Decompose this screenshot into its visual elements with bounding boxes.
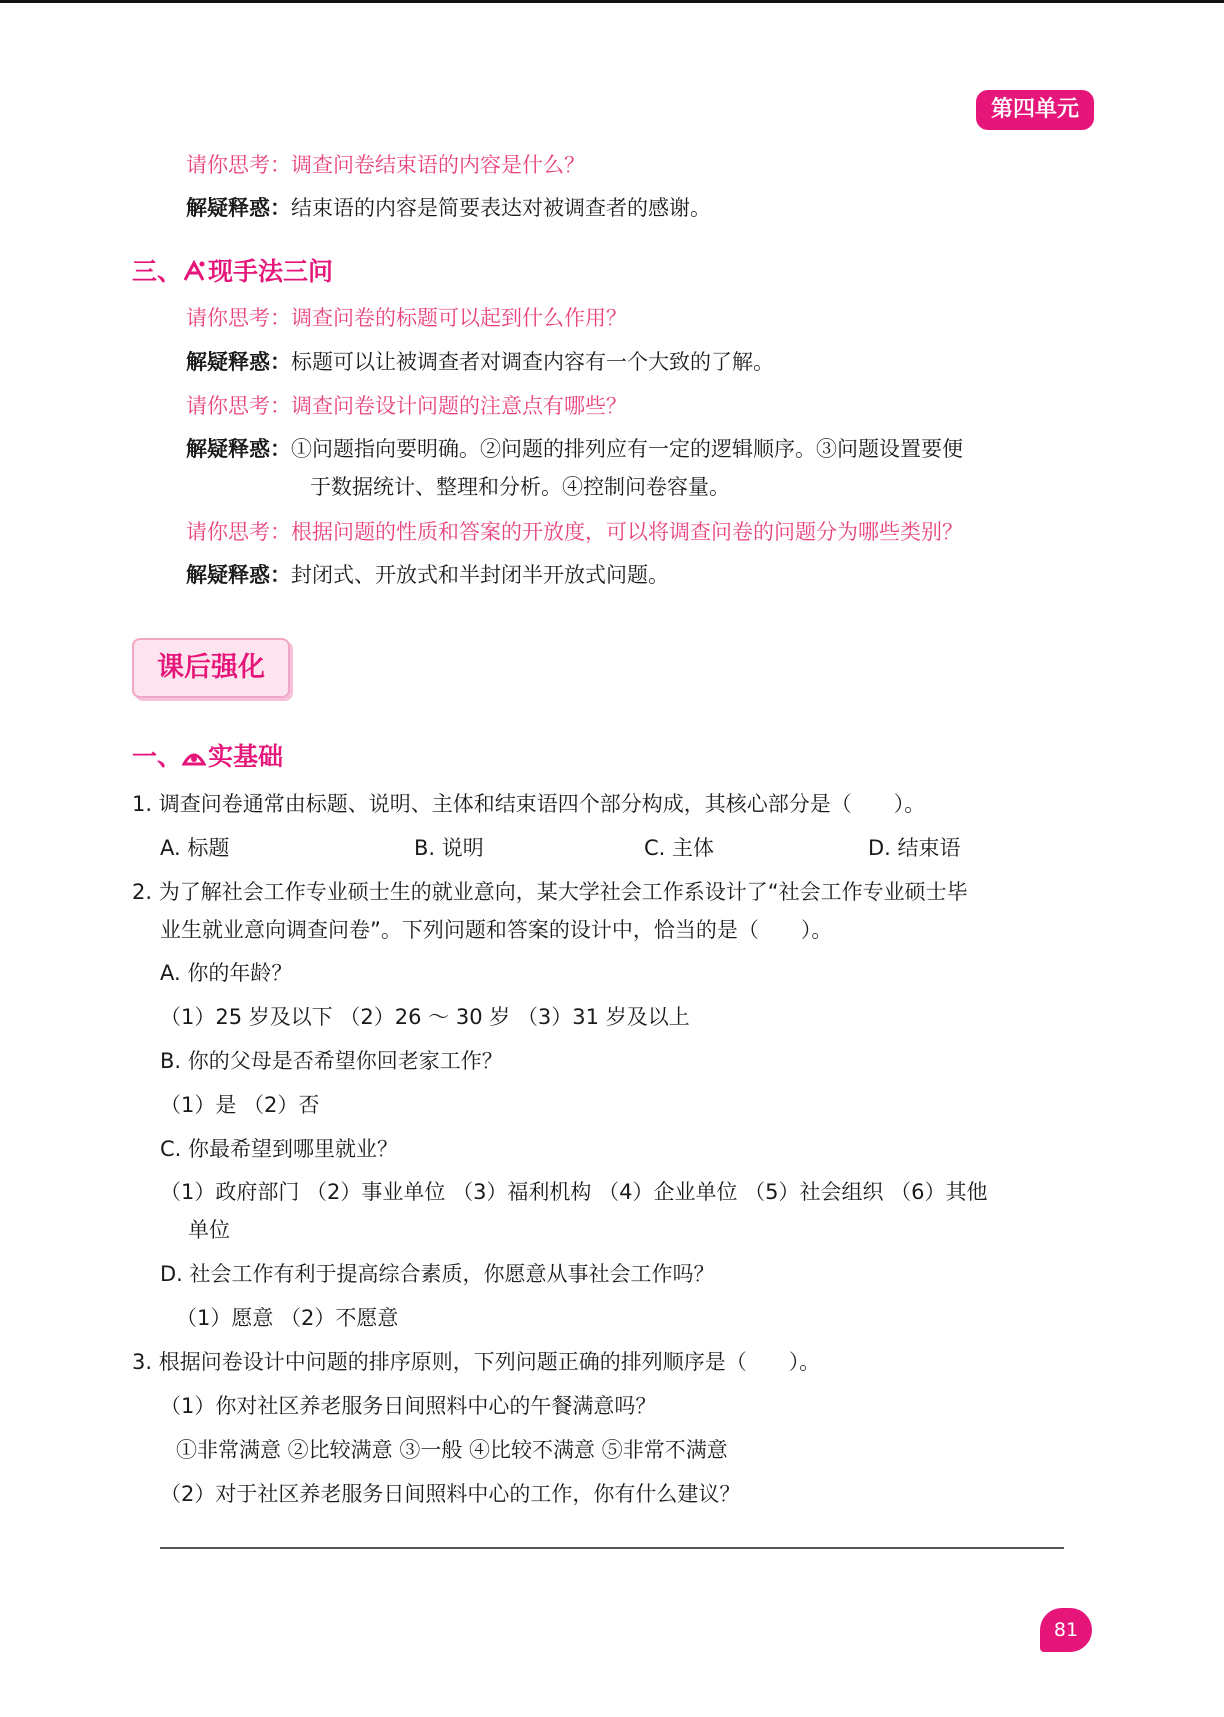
think-label: 请你思考： — [186, 306, 291, 330]
heading-number: 一、 — [132, 742, 183, 771]
q1-option-c: C. 主体 — [644, 836, 715, 860]
think-text: 调查问卷的标题可以起到什么作用？ — [291, 306, 627, 330]
question-3-stem: 3. 根据问卷设计中问题的排序原则，下列问题正确的排列顺序是（ ）。 — [132, 1350, 821, 1374]
q2-option-c: C. 你最希望到哪里就业？ — [160, 1137, 399, 1161]
question-2-stem: 2. 为了解社会工作专业硕士生的就业意向，某大学社会工作系设计了“社会工作专业硕士毕 — [132, 880, 968, 904]
think-text: 调查问卷设计问题的注意点有哪些？ — [291, 394, 627, 418]
q1-option-a: A. 标题 — [160, 836, 230, 860]
q2-option-c-answers: （1）政府部门 （2）事业单位 （3）福利机构 （4）企业单位 （5）社会组织 （6）其他 — [160, 1180, 988, 1204]
answer-label: 解疑释惑： — [186, 437, 291, 461]
q2-option-b: B. 你的父母是否希望你回老家工作？ — [160, 1049, 503, 1073]
answer-line — [186, 193, 711, 223]
q2-option-d-answers: （1）愿意 （2）不愿意 — [176, 1306, 399, 1330]
heading-title: 实基础 — [208, 742, 284, 771]
think-line — [186, 303, 627, 333]
answer-text: 封闭式、开放式和半封闭半开放式问题。 — [291, 563, 669, 587]
flourish-icon — [182, 259, 206, 283]
unit-tab: 第四单元 — [976, 90, 1094, 130]
q1-option-d: D. 结束语 — [868, 836, 961, 860]
heading-three — [132, 255, 333, 289]
answer-text: ①问题指向要明确。②问题的排列应有一定的逻辑顺序。③问题设置要便 — [291, 437, 963, 461]
page-number: 81 — [1040, 1608, 1092, 1652]
q3-item-1: （1）你对社区养老服务日间照料中心的午餐满意吗？ — [160, 1394, 657, 1418]
think-text: 根据问题的性质和答案的开放度，可以将调查问卷的问题分为哪些类别？ — [291, 520, 963, 544]
answer-line — [186, 347, 774, 377]
heading-number: 三、 — [132, 257, 183, 286]
question-1-stem: 1. 调查问卷通常由标题、说明、主体和结束语四个部分构成，其核心部分是（ ）。 — [132, 792, 926, 816]
q2-option-b-answers: （1）是 （2）否 — [160, 1093, 320, 1117]
question-2-stem-cont: 业生就业意向调查问卷”。下列问题和答案的设计中，恰当的是（ ）。 — [160, 918, 833, 942]
think-line — [186, 150, 585, 180]
think-label: 请你思考： — [186, 153, 291, 177]
top-rule — [0, 0, 1224, 3]
think-line — [186, 391, 627, 421]
q3-item-1-options: ①非常满意 ②比较满意 ③一般 ④比较不满意 ⑤非常不满意 — [176, 1438, 728, 1462]
heading-title: 现手法三问 — [208, 257, 334, 286]
think-line — [186, 517, 963, 547]
q2-option-c-answers-cont: 单位 — [188, 1218, 230, 1242]
answer-continuation: 于数据统计、整理和分析。④控制问卷容量。 — [310, 475, 730, 499]
q2-option-a: A. 你的年龄？ — [160, 961, 293, 985]
flourish-icon — [182, 744, 206, 768]
answer-line — [186, 434, 963, 464]
think-label: 请你思考： — [186, 394, 291, 418]
section-title-box — [132, 638, 290, 698]
answer-rule — [160, 1547, 1064, 1549]
answer-label: 解疑释惑： — [186, 196, 291, 220]
answer-label: 解疑释惑： — [186, 350, 291, 374]
q1-option-b: B. 说明 — [414, 836, 484, 860]
heading-one — [132, 740, 283, 774]
answer-line — [186, 560, 669, 590]
q2-option-d: D. 社会工作有利于提高综合素质，你愿意从事社会工作吗？ — [160, 1262, 715, 1286]
q2-option-a-answers: （1）25 岁及以下 （2）26 ～ 30 岁 （3）31 岁及以上 — [160, 1005, 690, 1029]
q3-item-2: （2）对于社区养老服务日间照料中心的工作，你有什么建议？ — [160, 1482, 741, 1506]
think-text: 调查问卷结束语的内容是什么？ — [291, 153, 585, 177]
answer-label: 解疑释惑： — [186, 563, 291, 587]
section-title: 课后强化 — [157, 652, 265, 683]
think-label: 请你思考： — [186, 520, 291, 544]
answer-text: 结束语的内容是简要表达对被调查者的感谢。 — [291, 196, 711, 220]
answer-text: 标题可以让被调查者对调查内容有一个大致的了解。 — [291, 350, 774, 374]
